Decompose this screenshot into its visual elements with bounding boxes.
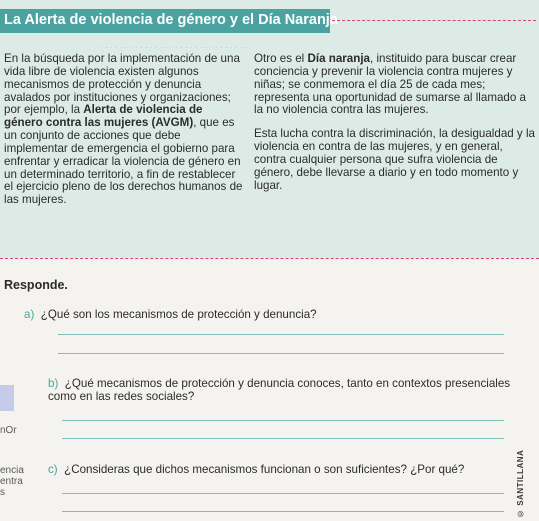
left-text-start: En la búsqueda por la implementación de una vida libre de violencia existen algunos mecanismos de protección y denuncia avalados por instituciones y organizaciones; por ejemplo, la xyxy=(4,52,240,117)
answer-line[interactable] xyxy=(62,420,504,421)
right-column xyxy=(254,53,536,192)
question-text: ¿Consideras que dichos mecanismos funcionan o son suficientes? ¿Por qué? xyxy=(64,463,465,476)
right-paragraph-2: Esta lucha contra la discriminación, la desigualdad y la violencia en contra de las mujeres, y en general, contra cualquier persona que sufra violencia de género, debe llevarse a diario y en todo momento y lugar. xyxy=(254,127,535,192)
right-p1-start: Otro es el xyxy=(254,52,308,65)
question-b xyxy=(48,377,518,404)
sidebar-label: encia xyxy=(0,465,24,476)
page-title: La Alerta de violencia de género y el Día Naranja xyxy=(4,12,338,28)
sidebar-label: entra xyxy=(0,476,23,487)
answer-line[interactable] xyxy=(62,511,504,512)
question-letter: b) xyxy=(48,377,59,390)
bleed-through-text: . . . . . . . . . . . . . . . . . . . . . . . . . . . . . . xyxy=(100,40,248,50)
question-text: ¿Qué mecanismos de protección y denuncia conoces, tanto en contextos presenciales como en las redes sociales? xyxy=(48,377,511,404)
question-letter: a) xyxy=(24,308,35,321)
left-column xyxy=(4,53,244,207)
sidebar-badge xyxy=(0,385,14,411)
question-a xyxy=(24,308,504,321)
left-text-end: , que es un conjunto de acciones que debe implementar de emergencia el gobierno para enfrentar y erradicar la violencia de género en un determinado territorio, a fin de restablecer el ejercicio pleno de los derechos humanos de las mujeres. xyxy=(4,116,243,207)
answer-line[interactable] xyxy=(62,438,504,439)
sidebar-label: s xyxy=(0,487,5,498)
divider-top xyxy=(332,20,536,21)
divider-bottom xyxy=(0,258,539,259)
question-text: ¿Qué son los mecanismos de protección y denuncia? xyxy=(40,308,317,321)
right-paragraph-1 xyxy=(254,53,536,117)
answer-line[interactable] xyxy=(58,353,504,354)
activity-heading: Responde. xyxy=(4,278,68,292)
question-letter: c) xyxy=(48,463,58,476)
sidebar-label: nOr xyxy=(0,425,17,436)
question-c xyxy=(48,463,518,476)
dia-naranja-term: Día naranja xyxy=(307,52,370,65)
right-p1-end: , instituido para buscar crear conciencia y prevenir la violencia contra mujeres y niñas; se conmemora el día 25 de cada mes; representa una oportunidad de sumarse al llamado a la no violencia contra las mujeres. xyxy=(254,52,526,117)
answer-line[interactable] xyxy=(58,334,504,335)
answer-line[interactable] xyxy=(62,493,504,494)
copyright-notice: © SANTILLANA xyxy=(516,449,525,518)
avgm-term: Alerta de violencia de género contra las mujeres (AVGM) xyxy=(4,103,203,130)
